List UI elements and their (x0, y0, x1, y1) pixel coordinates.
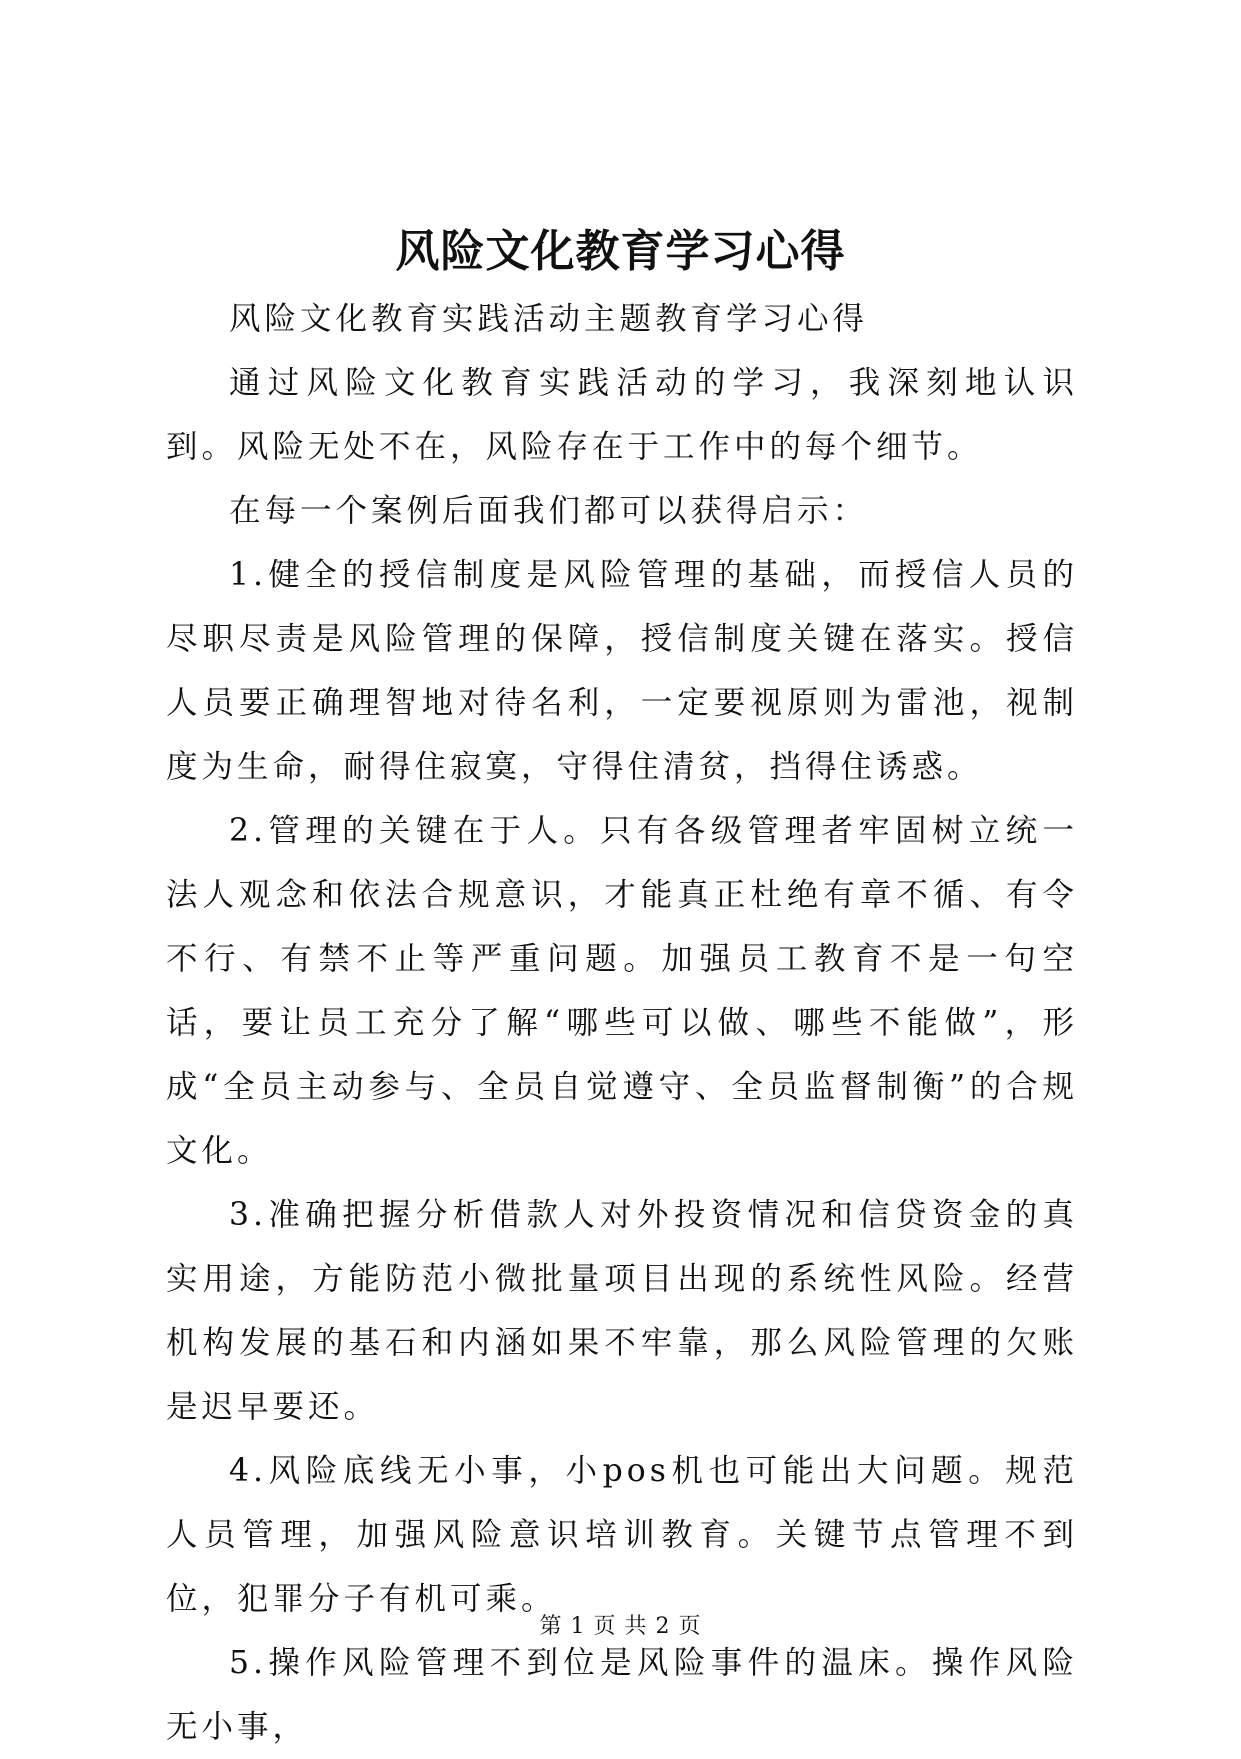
paragraph-point-3: 3.准确把握分析借款人对外投资情况和信贷资金的真实用途，方能防范小微批量项目出现的系统性风险。经营机构发展的基石和内涵如果不牢靠，那么风险管理的欠账是迟早要还。 (166, 1197, 1078, 1425)
paragraph-point-1: 1.健全的授信制度是风险管理的基础，而授信人员的尽职尽责是风险管理的保障，授信制度关键在落实。授信人员要正确理智地对待名利，一定要视原则为雷池，视制度为生命，耐得住寂寞，守得住清贫，挡得住诱惑。 (166, 557, 1078, 785)
paragraph-point-5: 5.操作风险管理不到位是风险事件的温床。操作风险无小事， (166, 1645, 1078, 1745)
paragraph-point-2: 2.管理的关键在于人。只有各级管理者牢固树立统一法人观念和依法合规意识，才能真正杜绝有章不循、有令不行、有禁不止等严重问题。加强员工教育不是一句空话，要让员工充分了解“哪些可以做、哪些不能做”，形成“全员主动参与、全员自觉遵守、全员监督制衡”的合规文化。 (166, 813, 1078, 1169)
document-title: 风险文化教育学习心得 (395, 226, 846, 277)
page-number-footer: 第 1 页 共 2 页 (539, 1614, 702, 1639)
paragraph-lead: 在每一个案例后面我们都可以获得启示： (229, 493, 869, 529)
paragraph-subtitle: 风险文化教育实践活动主题教育学习心得 (229, 301, 869, 337)
paragraph-intro: 通过风险文化教育实践活动的学习，我深刻地认识到。风险无处不在，风险存在于工作中的每个细节。 (166, 365, 1078, 465)
document-body (166, 287, 1078, 1759)
paragraph-point-4: 4.风险底线无小事，小pos机也可能出大问题。规范人员管理，加强风险意识培训教育。关键节点管理不到位，犯罪分子有机可乘。 (166, 1453, 1078, 1617)
